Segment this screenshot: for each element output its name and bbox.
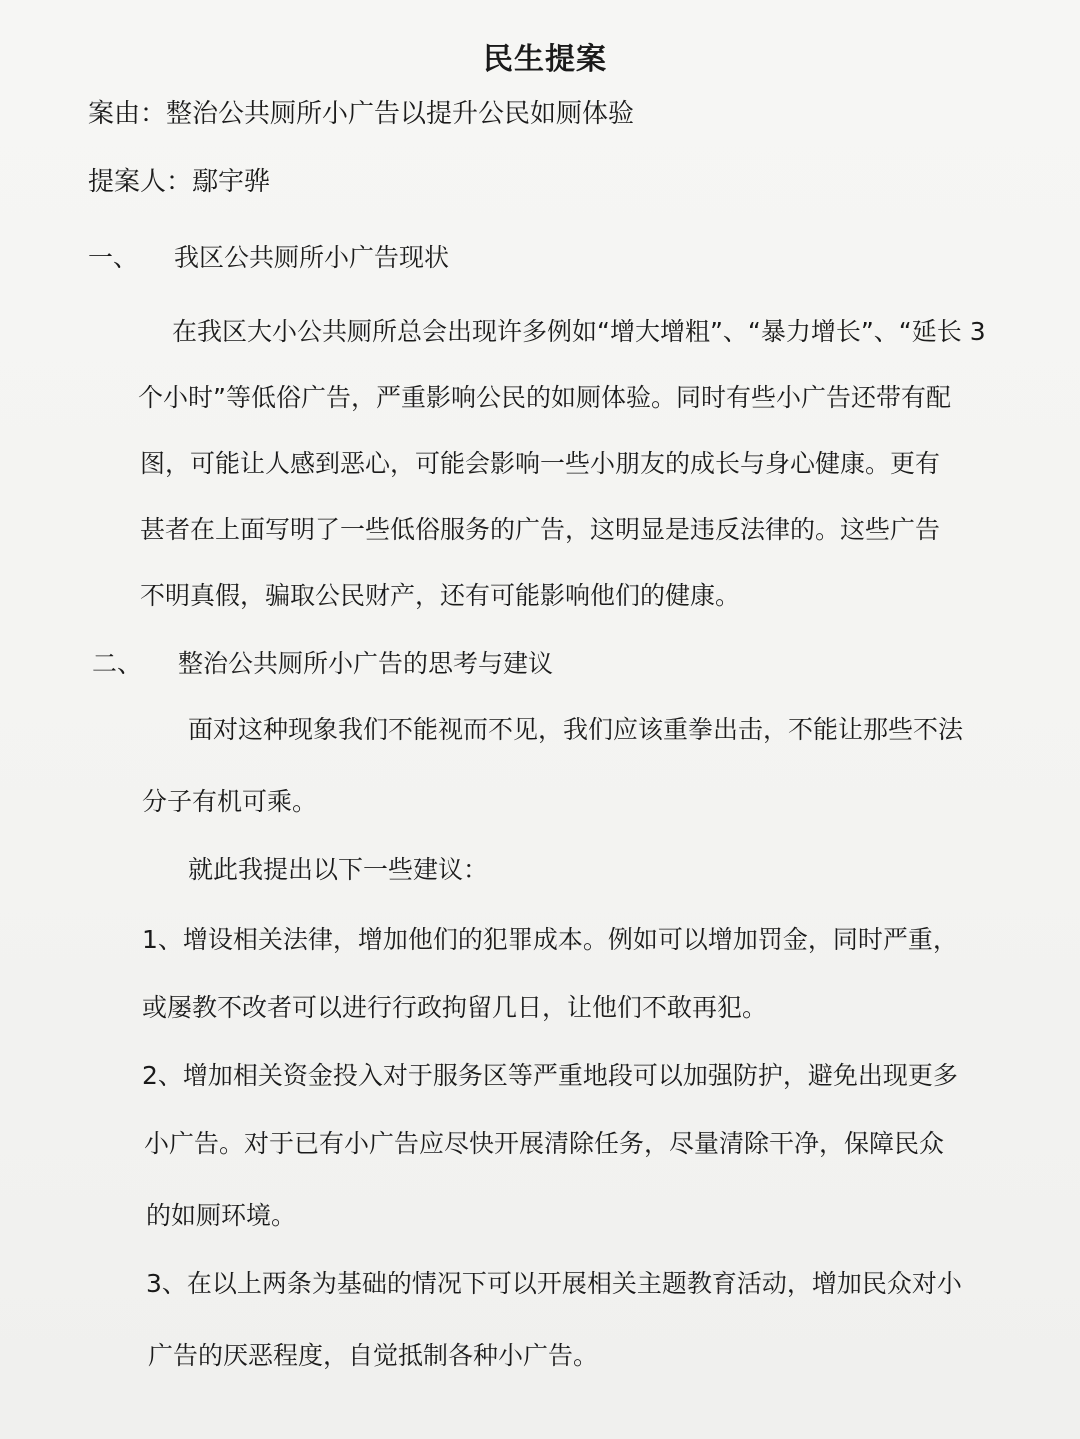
paragraph-line: 不明真假，骗取公民财产，还有可能影响他们的健康。 [140, 581, 741, 610]
case-label: 案由： [88, 99, 167, 129]
paragraph-line: 面对这种现象我们不能视而不见，我们应该重拳出击，不能让那些不法 [188, 715, 964, 744]
proposer-line [88, 166, 270, 198]
paragraph-line: 甚者在上面写明了一些低俗服务的广告，这明显是违反法律的。这些广告 [140, 515, 941, 544]
proposer-name: 鄢宇骅 [192, 167, 271, 197]
paragraph-line: 2、增加相关资金投入对于服务区等严重地段可以加强防护，避免出现更多 [142, 1061, 958, 1090]
section-title: 我区公共厕所小广告现状 [174, 243, 450, 272]
section-number: 一、 [88, 243, 139, 272]
section-title: 整治公共厕所小广告的思考与建议 [178, 649, 554, 678]
paragraph-line: 3、在以上两条为基础的情况下可以开展相关主题教育活动，增加民众对小 [146, 1269, 962, 1298]
paragraph-line: 1、增设相关法律，增加他们的犯罪成本。例如可以增加罚金，同时严重， [142, 925, 958, 954]
document-title: 民生提案 [483, 42, 607, 77]
section-1-heading [88, 242, 449, 274]
proposer-label: 提案人： [88, 167, 193, 197]
paragraph-line: 广告的厌恶程度，自觉抵制各种小广告。 [148, 1341, 599, 1370]
paragraph-line: 或屡教不改者可以进行行政拘留几日，让他们不敢再犯。 [142, 993, 768, 1022]
paragraph-line: 小广告。对于已有小广告应尽快开展清除任务，尽量清除干净，保障民众 [144, 1129, 945, 1158]
section-2-heading [92, 648, 553, 680]
paragraph-line: 图，可能让人感到恶心，可能会影响一些小朋友的成长与身心健康。更有 [140, 449, 941, 478]
case-text: 整治公共厕所小广告以提升公民如厕体验 [166, 99, 635, 129]
paragraph-line: 分子有机可乘。 [142, 787, 318, 816]
paragraph-line: 的如厕环境。 [146, 1201, 297, 1230]
section-number: 二、 [92, 649, 143, 678]
paragraph-line: 在我区大小公共厕所总会出现许多例如“增大增粗”、“暴力增长”、“延长 3 [172, 317, 986, 346]
case-line [88, 98, 634, 130]
paragraph-line: 就此我提出以下一些建议： [188, 855, 489, 884]
paragraph-line: 个小时”等低俗广告，严重影响公民的如厕体验。同时有些小广告还带有配 [138, 383, 951, 412]
